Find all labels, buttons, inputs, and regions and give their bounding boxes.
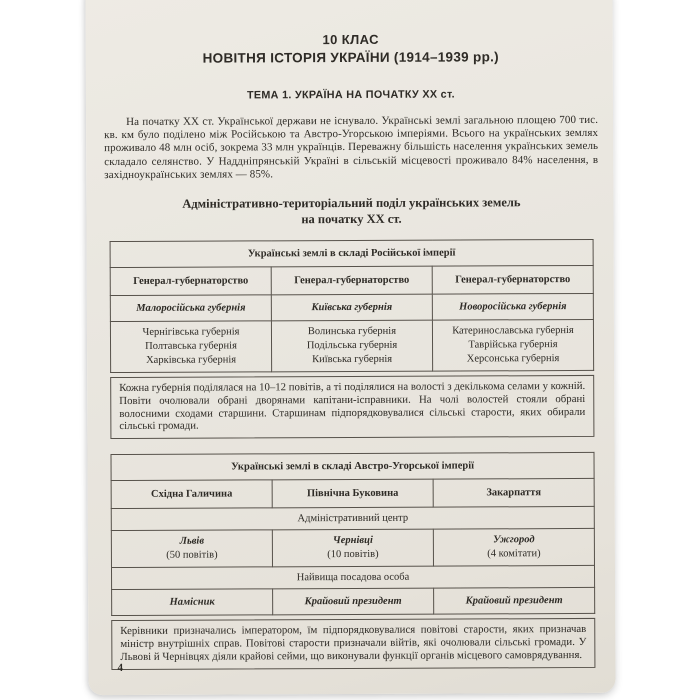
table-row [111,507,594,531]
table-title: Українські землі в складі Російської імперії [110,239,593,267]
table-cell [111,530,272,568]
gubernia-item: Катеринославська губернія [452,325,574,337]
center-city: Львів [179,535,205,547]
center-detail: (50 повітів) [166,549,218,562]
table-cell: Північна Буковина [272,479,433,508]
scanned-textbook-page [85,0,615,695]
section-heading [104,194,598,228]
table-cell: Київська губернія [271,294,432,321]
austrian-empire-table [111,452,596,616]
table-row [111,529,594,568]
section-heading-line2: на початку XX ст. [301,211,402,227]
center-city: Ужгород [493,534,535,546]
table-row [111,479,594,509]
center-city: Чернівці [332,535,373,547]
theme-heading: ТЕМА 1. УКРАЇНА НА ПОЧАТКУ XX ст. [246,88,455,102]
table-row [111,453,594,481]
table-row [110,319,593,372]
table-cell [272,529,433,567]
table-cell [271,320,432,372]
table-cell: Генерал-губернаторство [271,266,432,295]
section-heading-line1: Адміністративно-територіальний поділ українських земель [182,195,521,211]
gubernia-item: Чернігівська губернія [142,326,240,338]
center-detail: (10 повітів) [327,549,379,561]
table-row [112,588,595,616]
table-cell: Закарпаття [433,479,594,508]
table-cell [110,321,271,373]
gubernia-item: Херсонська губернія [466,353,560,365]
table-title: Українські землі в складі Австро-Угорської імперії [111,453,594,481]
russian-empire-table [110,239,595,373]
table-row [110,265,593,295]
table-row [111,566,594,590]
gubernia-item: Подільська губернія [306,339,398,352]
table-cell: Малоросійська губернія [110,295,271,322]
center-detail: (4 комітати) [487,548,541,560]
table-cell: Генерал-губернаторство [432,265,593,294]
table-cell: Крайовий президент [434,588,595,615]
table-cell: Крайовий президент [273,588,434,615]
table-cell [433,529,594,567]
book-title: НОВІТНЯ ІСТОРІЯ УКРАЇНИ (1914–1939 рр.) [202,49,499,66]
table-row [110,293,593,321]
gubernia-item: Харківська губернія [146,354,237,366]
admin-center-label: Адміністративний центр [111,507,594,531]
table-row [110,239,593,267]
gubernia-item: Волинська губернія [307,325,397,338]
russian-empire-note: Кожна губернія поділялася на 10–12 повітів, а ті поділялися на волості з декількома селами у кожній. Повіти очолювали обрані дворянами капітани-ісправники. На чолі волостей стояли обрані волосними сходами старшини. Старшинам підпорядковувалися сільські старости, яких обирали сільські громади. [110,375,594,439]
table-cell: Генерал-губернаторство [110,267,271,296]
table-cell [432,319,593,371]
page-number: 4 [117,661,123,675]
page-content [85,0,615,670]
table-cell: Намісник [112,589,273,616]
gubernia-item: Київська губернія [312,353,393,366]
grade-heading: 10 КЛАС [322,31,379,48]
intro-paragraph: На початку XX ст. Української держави не існувало. Українські землі загальною площею 700 тис. кв. км було поділено між Російською та Австро-Угорською імперіями. Всього на українських землях проживало 48 млн осіб, зокрема 33 млн українців. Переважну більшість населення українських земель складало селянство. У Наддніпрянській Україні в сільській місцевості проживало 84% населення, в західноукраїнських землях — 85%. [104,113,599,181]
table-cell: Східна Галичина [111,480,272,509]
austrian-empire-note: Керівники призначались імператором, їм підпорядковувалися повітові старости, яких призначав міністр внутрішніх справ. Повітові старости призначали війтів, які очолювали сільські громади. У Львові й Чернівцях діяли крайові сейми, що виконували функції органів місцевого самоврядування. [111,618,595,670]
gubernia-item: Таврійська губернія [468,339,558,351]
gubernia-item: Полтавська губернія [145,340,237,352]
official-label: Найвища посадова особа [111,566,594,590]
table-cell: Новоросійська губернія [432,293,593,320]
